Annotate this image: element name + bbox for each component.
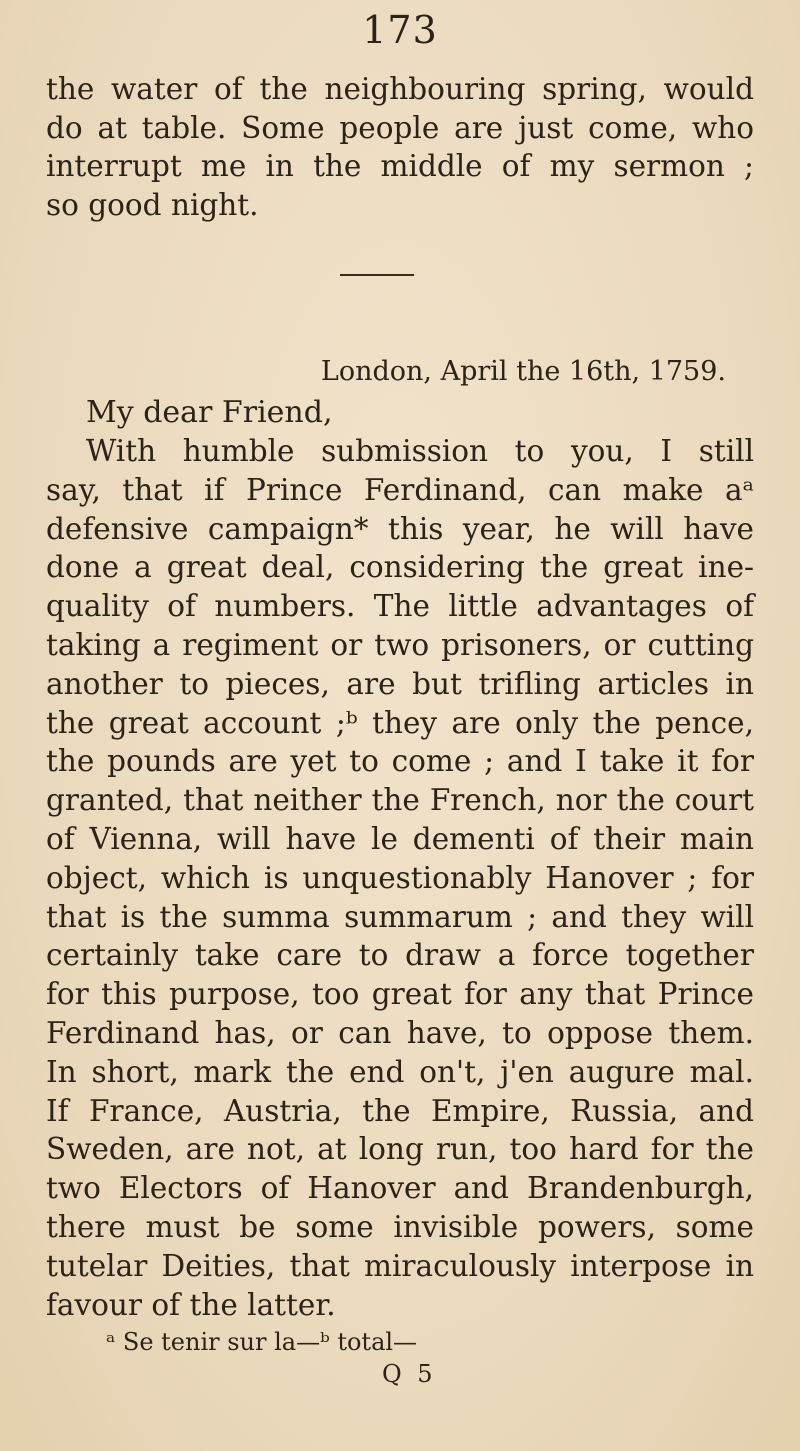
text-line: granted, that neither the French, nor the court: [46, 783, 754, 818]
text-line: the water of the neighbouring spring, would: [46, 72, 754, 106]
text-line: that is the summa summarum ; and they will: [46, 899, 754, 934]
letter-dateline: London, April the 16th, 1759.: [320, 356, 726, 387]
text-line: tutelar Deities, that miraculously interpose in: [46, 1248, 754, 1283]
page-number: 173: [362, 8, 438, 52]
text-line: favour of the latter.: [46, 1287, 336, 1322]
text-line: If France, Austria, the Empire, Russia, and: [46, 1093, 754, 1128]
text-line: Ferdinand has, or can have, to oppose them.: [46, 1015, 754, 1050]
text-line: Sweden, are not, at long run, too hard for the: [46, 1132, 754, 1167]
text-line: defensive campaign* this year, he will have: [46, 511, 754, 546]
text-line: quality of numbers. The little advantages of: [46, 589, 754, 624]
text-line: certainly take care to draw a force together: [46, 938, 754, 973]
opening-paragraph: [46, 70, 754, 224]
letter-salutation: My dear Friend,: [86, 395, 333, 430]
section-divider: [340, 274, 414, 276]
text-line: interrupt me in the middle of my sermon ;: [46, 149, 754, 183]
signature-mark: Q 5: [382, 1360, 437, 1388]
text-line: the great account ;ᵇ they are only the pence,: [46, 705, 754, 740]
text-line: of Vienna, will have le dementi of their main: [46, 821, 754, 856]
text-line: say, that if Prince Ferdinand, can make aᵃ: [46, 472, 754, 507]
footnote: ᵃ Se tenir sur la—ᵇ total—: [106, 1328, 418, 1356]
text-line: do at table. Some people are just come, who: [46, 110, 754, 145]
letter-body: [46, 432, 754, 1324]
text-line: With humble submission to you, I still: [86, 434, 754, 468]
text-line: for this purpose, too great for any that Prince: [46, 977, 754, 1012]
text-line: taking a regiment or two prisoners, or cutting: [46, 627, 754, 662]
text-line: object, which is unquestionably Hanover ; for: [46, 860, 754, 895]
text-line: done a great deal, considering the great ine-: [46, 550, 754, 585]
text-line: so good night.: [46, 187, 259, 222]
text-line: two Electors of Hanover and Brandenburgh,: [46, 1171, 754, 1206]
text-line: another to pieces, are but trifling articles in: [46, 666, 754, 701]
text-line: In short, mark the end on't, j'en augure mal.: [46, 1054, 754, 1089]
text-line: the pounds are yet to come ; and I take it for: [46, 744, 754, 779]
text-line: there must be some invisible powers, some: [46, 1209, 754, 1244]
